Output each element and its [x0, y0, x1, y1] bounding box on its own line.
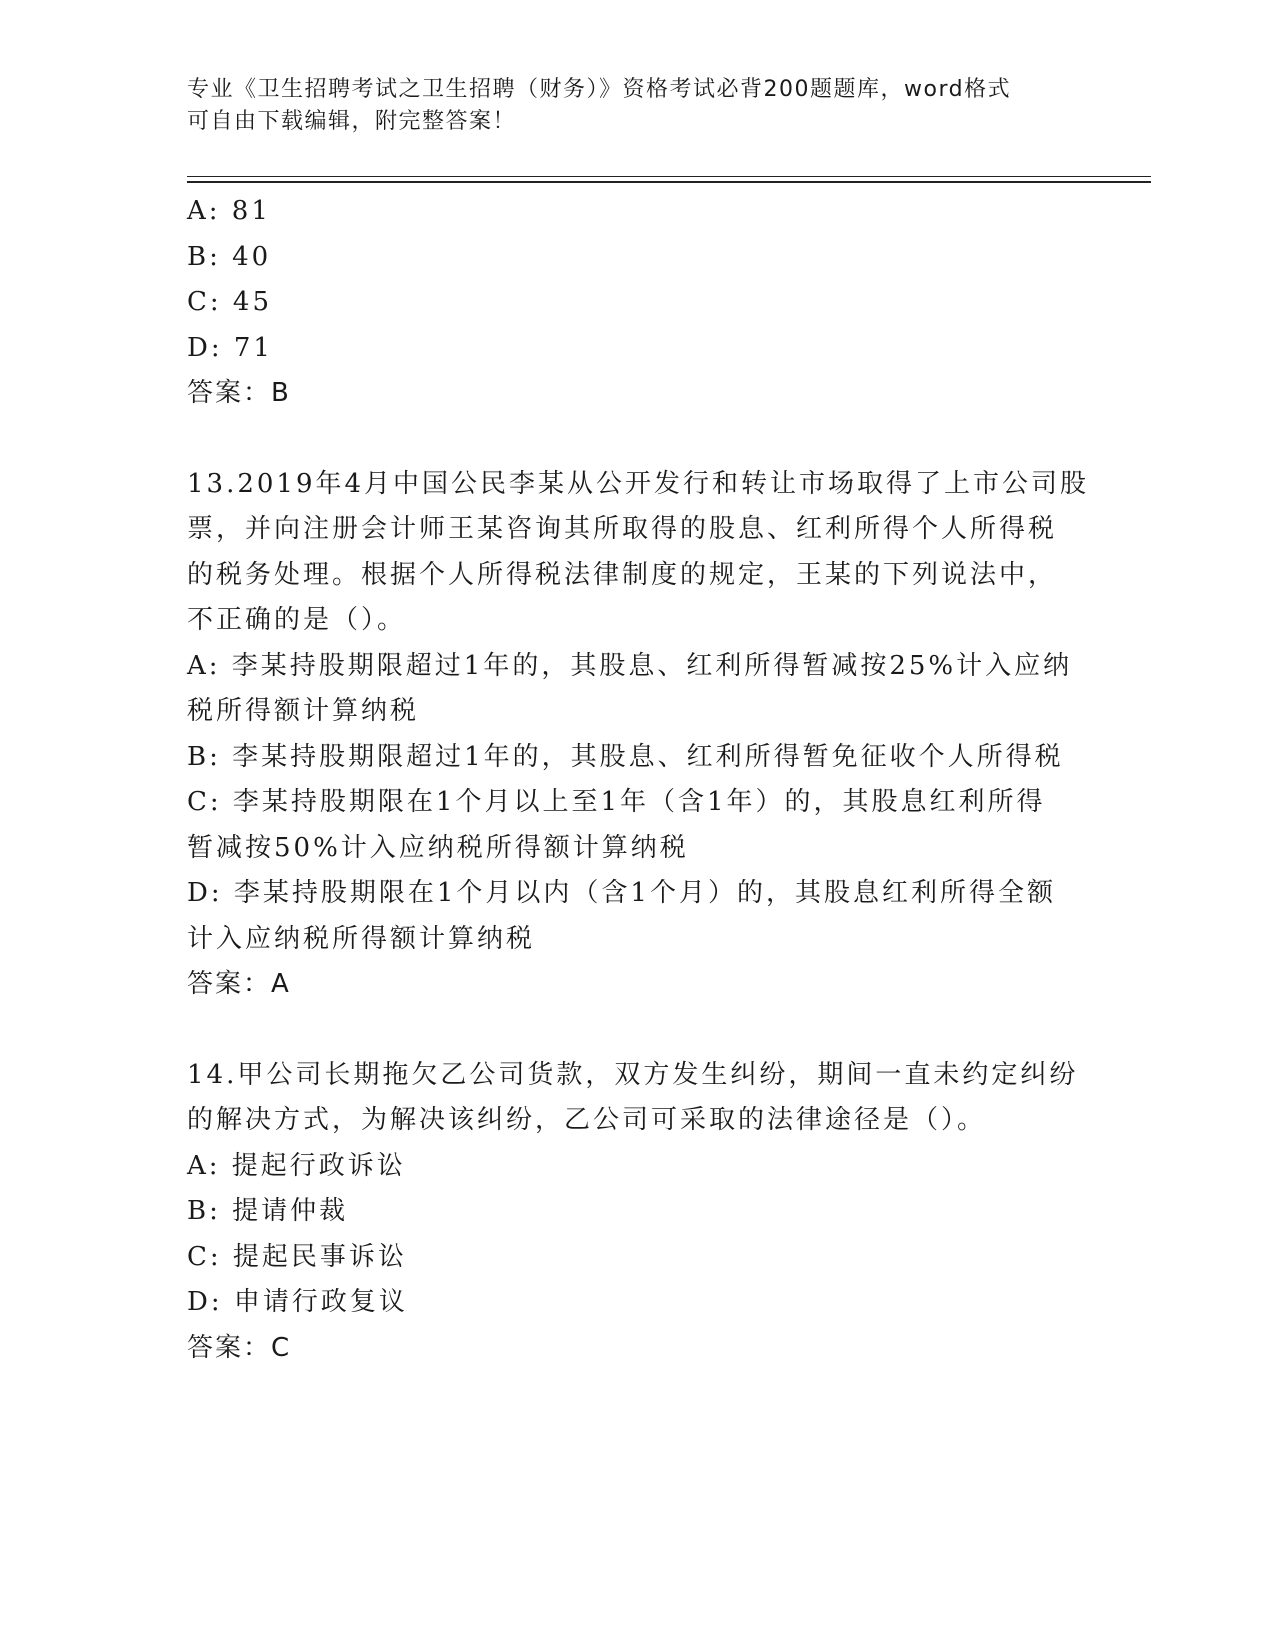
answer-line: 答案：B	[187, 378, 291, 408]
option-c-continued: 暂减按50%计入应纳税所得额计算纳税	[187, 832, 689, 863]
option-b: B: 40	[187, 241, 272, 272]
question-stem-line: 14.甲公司长期拖欠乙公司货款，双方发生纠纷，期间一直未约定纠纷	[187, 1059, 1079, 1090]
question-list	[187, 189, 1090, 1371]
answer-line: 答案：A	[187, 969, 291, 999]
option-d: D: 申请行政复议	[187, 1287, 408, 1317]
option-a: A: 李某持股期限超过1年的，其股息、红利所得暂减按25%计入应纳	[187, 650, 1073, 681]
option-c: C: 李某持股期限在1个月以上至1年（含1年）的，其股息红利所得	[187, 787, 1046, 817]
option-c: C: 45	[187, 287, 273, 317]
option-c: C: 提起民事诉讼	[187, 1241, 407, 1272]
option-d: D: 李某持股期限在1个月以内（含1个月）的，其股息红利所得全额	[187, 878, 1056, 908]
spacer	[187, 1008, 1087, 1053]
option-b: B: 提请仲裁	[187, 1196, 349, 1226]
question-stem-line: 的解决方式，为解决该纠纷，乙公司可采取的法律途径是（）。	[187, 1105, 987, 1135]
option-d: D: 71	[187, 332, 273, 363]
question-13	[187, 462, 1090, 1008]
question-stem-line: 13.2019年4月中国公民李某从公开发行和转让市场取得了上市公司股	[187, 468, 1090, 499]
question-stem-line: 的税务处理。根据个人所得税法律制度的规定，王某的下列说法中，	[187, 559, 1058, 590]
header-divider-thin	[187, 176, 1151, 177]
question-14	[187, 1053, 1087, 1372]
answer-line: 答案：C	[187, 1332, 292, 1363]
header-line-2: 可自由下载编辑，附完整答案！	[187, 109, 517, 134]
option-a: A: 81	[187, 196, 271, 226]
option-b: B: 李某持股期限超过1年的，其股息、红利所得暂免征收个人所得税	[187, 741, 1064, 772]
header-line-1: 专业《卫生招聘考试之卫生招聘（财务）》资格考试必背200题题库，word格式	[187, 77, 1012, 102]
question-12	[187, 189, 1087, 417]
option-a-continued: 税所得额计算纳税	[187, 696, 420, 726]
question-stem-line: 不正确的是（）。	[187, 605, 407, 635]
header-divider-thick	[187, 181, 1151, 183]
option-a: A: 提起行政诉讼	[187, 1150, 406, 1181]
document-header	[187, 74, 1067, 138]
question-stem-line: 票，并向注册会计师王某咨询其所取得的股息、红利所得个人所得税	[187, 514, 1058, 544]
spacer	[187, 417, 1087, 462]
option-d-continued: 计入应纳税所得额计算纳税	[187, 923, 536, 954]
